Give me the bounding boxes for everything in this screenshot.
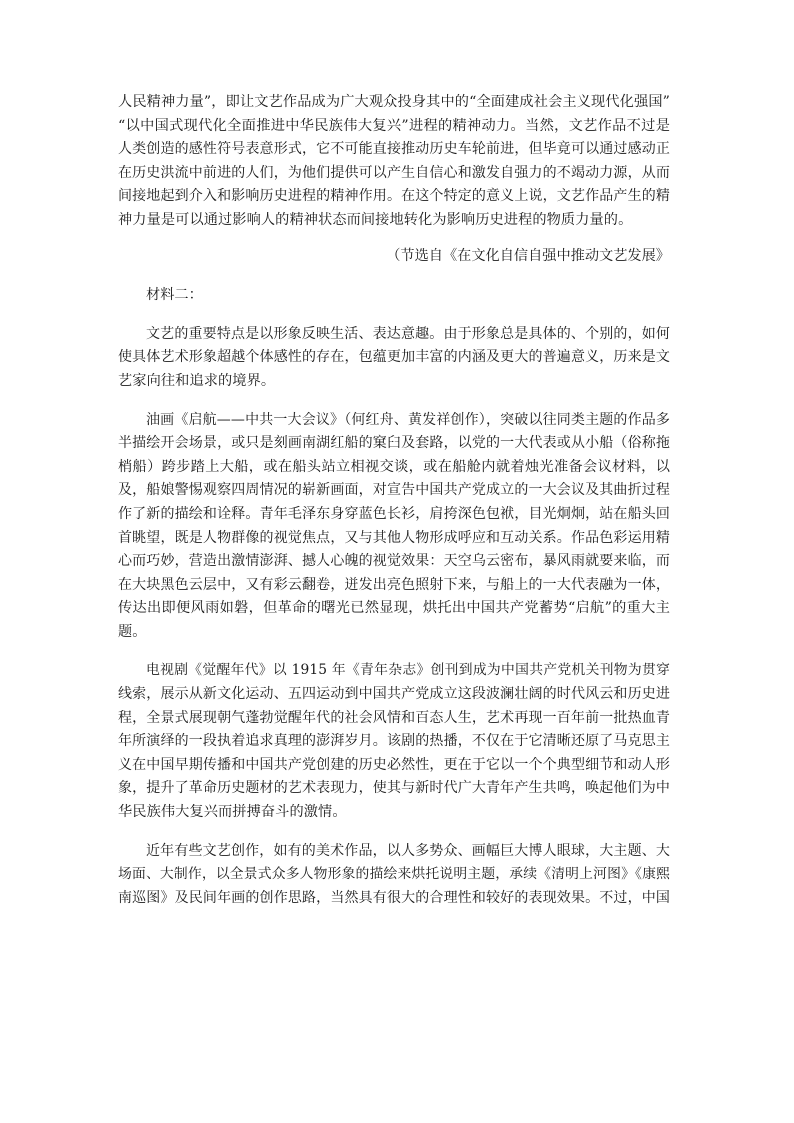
text-line: 神力量是可以通过影响人的精神状态而间接地转化为影响历史进程的物质力量的。 [118,211,633,228]
text-line: 间接地起到介入和影响历史进程的精神作用。在这个特定的意义上说，文艺作品产生的精 [118,188,670,205]
text-line: 梢船）跨步踏上大船，或在船头站立相视交谈，或在船舱内就着烛光准备会议材料，以 [118,458,670,475]
text-line: 艺家向往和追求的境界。 [118,372,276,389]
text-line: 使具体艺术形象超越个体感性的存在，包蕴更加丰富的内涵及更大的普遍意义，历来是文 [118,349,670,366]
text-line: 象，提升了革命历史题材的艺术表现力，使其与新时代广大青年产生共鸣，唤起他们为中 [118,780,670,797]
text-line: 人类创造的感性符号表意形式，它不可能直接推动历史车轮前进，但毕竟可以通过感动正 [118,141,670,158]
source-note: （节选自《在文化自信自强中推动文艺发展》 [386,247,670,264]
text-line: 华民族伟大复兴而拼搏奋斗的激情。 [118,804,347,821]
paragraph-4 [118,840,670,911]
text-line: 电视剧《觉醒年代》以 1915 年《青年杂志》创刊到成为中国共产党机关刊物为贯穿 [146,662,670,679]
text-line: 油画《启航——中共一大会议》（何红舟、黄发祥创作），突破以往同类主题的作品多 [146,411,670,428]
text-line: 人民精神力量”，即让文艺作品成为广大观众投身其中的“全面建成社会主义现代化强国” [118,94,670,110]
text-line: 题。 [118,623,147,640]
text-line: 心而巧妙，营造出激情澎湃、撼人心魄的视觉效果：天空乌云密布，暴风雨就要来临，而 [118,553,670,570]
paragraph-3 [118,659,670,824]
text-line: 义在中国早期传播和中国共产党创建的历史必然性，更在于它以一个个典型细节和动人形 [118,756,670,773]
text-line: 近年有些文艺创作，如有的美术作品，以人多势众、画幅巨大博人眼球，大主题、大 [146,842,670,859]
text-line: 南巡图》及民间年画的创作思路，当然具有很大的合理性和较好的表现效果。不过，中国 [118,889,670,906]
text-line: 文艺的重要特点是以形象反映生活、表达意趣。由于形象总是具体的、个别的，如何 [146,325,670,342]
text-line: 在大块黑色云层中，又有彩云翻卷，迸发出亮色照射下来，与船上的一大代表融为一体， [118,576,670,593]
text-line: 年所演绎的一段执着追求真理的澎湃岁月。该剧的热播，不仅在于它清晰还原了马克思主 [118,733,670,750]
text-line: 在历史洪流中前进的人们，为他们提供可以产生自信心和激发自强力的不竭动力源，从而 [118,164,670,181]
material-two-heading: 材料二： [146,287,203,304]
text-line: 首眺望，既是人物群像的视觉焦点，又与其他人物形成呼应和互动关系。作品色彩运用精 [118,529,670,546]
text-line: 线索，展示从新文化运动、五四运动到中国共产党成立这段波澜壮阔的时代风云和历史进 [118,686,670,703]
text-line: 作了新的描绘和诠释。青年毛泽东身穿蓝色长衫，肩挎深色包袱，目光炯炯，站在船头回 [118,505,670,522]
text-line: 及，船娘警惕观察四周情况的崭新画面，对宣告中国共产党成立的一大会议及其曲折过程 [118,482,670,499]
paragraph-1 [118,323,670,394]
text-line: 场面、大制作，以全景式众多人物形象的描绘来烘托说明主题，承续《清明上河图》《康熙 [118,866,670,883]
text-line: “以中国式现代化全面推进中华民族伟大复兴”进程的精神动力。当然，文艺作品不过是 [118,117,670,134]
paragraph-continuation [118,91,670,233]
text-line: 程，全景式展现朝气蓬勃觉醒年代的社会风情和百态人生，艺术再现一百年前一批热血青 [118,709,670,726]
paragraph-2 [118,409,670,645]
text-line: 半描绘开会场景，或只是刻画南湖红船的窠臼及套路，以党的一大代表或从小船（俗称拖 [118,435,670,452]
text-line: 传达出即便风雨如磐，但革命的曙光已然显现，烘托出中国共产党蓄势“启航”的重大主 [118,600,670,617]
document-page [118,91,670,910]
